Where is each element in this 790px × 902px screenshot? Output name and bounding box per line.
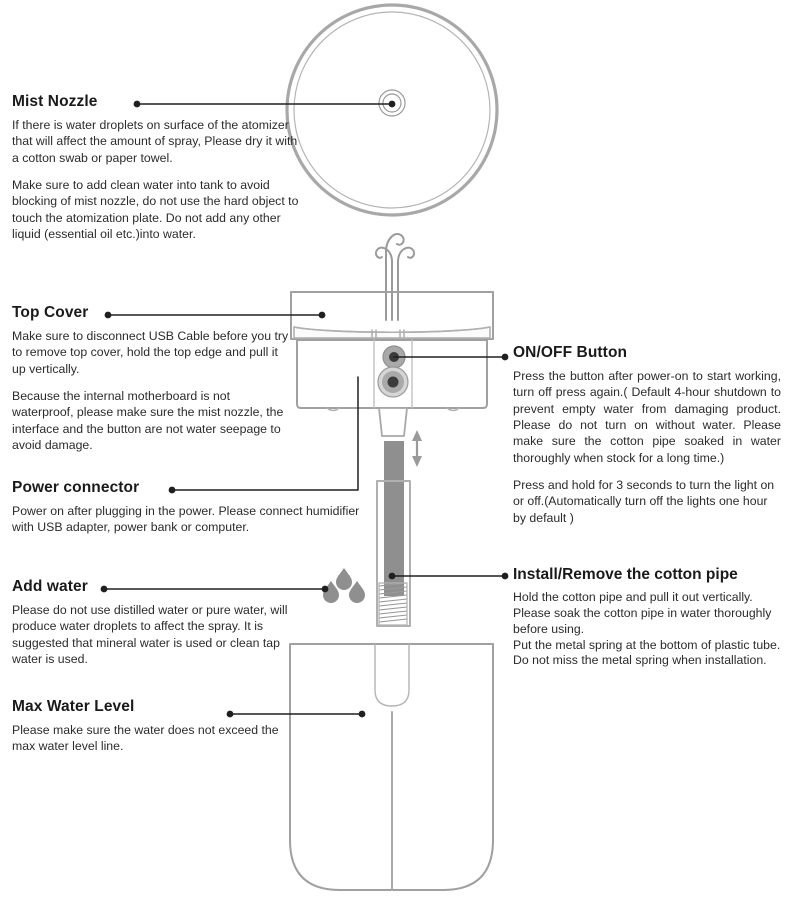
- callout-text-cotton-pipe-2: Please soak the cotton pipe in water thoroughly before using.: [513, 605, 772, 636]
- callout-on-off-button: [513, 344, 781, 526]
- leader-dot-cotton-pipe-end: [502, 573, 509, 580]
- callout-power-connector: [12, 479, 372, 536]
- power-connector-port: [378, 367, 408, 397]
- callout-top-cover: [12, 304, 292, 453]
- usb-plug: [379, 408, 407, 436]
- on-off-button: [383, 346, 405, 368]
- metal-spring-bounds: [379, 583, 407, 625]
- leader-dot-cotton-pipe: [389, 573, 396, 580]
- leader-dot-on-off-button: [502, 354, 509, 361]
- callout-title-top-cover: Top Cover: [12, 304, 89, 321]
- callout-title-max-water-level: Max Water Level: [12, 698, 135, 715]
- leader-dot-top-cover-end: [319, 312, 326, 319]
- callout-text-top-cover-2: Because the internal motherboard is not waterproof, please make sure the mist nozzle, the interface and the button are not water seepage to avoid damage.: [12, 389, 284, 453]
- metal-spring: [379, 583, 407, 622]
- top-cover-lip: [294, 327, 490, 338]
- mist-nozzle-ring-outer: [379, 90, 405, 116]
- callout-max-water-level: [12, 698, 282, 755]
- callout-text-top-cover-1: Make sure to disconnect USB Cable before you try to remove top cover, hold the top edge and pull it up vertically.: [12, 329, 289, 376]
- top-cover-inner-circle: [294, 12, 490, 208]
- main-body: [297, 340, 487, 408]
- callout-text-mist-nozzle-1: If there is water droplets on surface of the atomizer that will affect the amount of spray, Please dry it with a cotton swab or paper towel.: [12, 118, 298, 165]
- on-off-button-ring: [383, 346, 405, 368]
- leader-dot-max-water-level-end: [359, 711, 366, 718]
- callout-text-max-water-level-1: Please make sure the water does not exceed the max water level line.: [12, 723, 279, 754]
- mist-nozzle-ring-inner: [383, 94, 401, 112]
- callout-mist-nozzle: [12, 93, 302, 242]
- callout-title-power-connector: Power connector: [12, 479, 140, 496]
- top-cover-outer-circle: [287, 5, 497, 215]
- water-tank: [290, 644, 493, 890]
- callout-text-on-off-button-2: Press and hold for 3 seconds to turn the light on or off.(Automatically turn off the lights one hour by default ): [513, 478, 775, 525]
- power-connector-ring: [378, 367, 408, 397]
- callout-text-cotton-pipe-3: Put the metal spring at the bottom of plastic tube. Do not miss the metal spring when installation.: [513, 637, 781, 668]
- callout-title-mist-nozzle: Mist Nozzle: [12, 93, 98, 110]
- cotton-pipe: [384, 441, 404, 596]
- callout-text-on-off-button-1: Press the button after power-on to start working, turn off press again.( Default 4-hour shutdown to prevent empty water from damaging product. Please do not turn on without water. Please make sure the cotton pipe soaked in water thoroughly when stock for a long time.): [513, 369, 781, 465]
- water-droplets: [323, 568, 365, 603]
- callout-text-power-connector-1: Power on after plugging in the power. Please connect humidifier with USB adapter, power bank or computer.: [12, 504, 360, 535]
- main-body-base-tabs: [327, 408, 459, 411]
- callout-text-mist-nozzle-2: Make sure to add clean water into tank to avoid blocking of mist nozzle, do not use the hard object to touch the atomization plate. Do not add any other liquid (essential oil etc.)into water.: [12, 178, 299, 242]
- main-body-panel-lines: [374, 340, 412, 408]
- callout-text-add-water-1: Please do not use distilled water or pure water, will produce water droplets to affect the spray. It is suggested that mineral water is used or clean tap water is used.: [12, 603, 288, 667]
- top-cover-body: [291, 292, 493, 339]
- mist-streams: [376, 234, 414, 320]
- insertion-arrow-heads: [412, 430, 422, 467]
- callout-title-on-off-button: ON/OFF Button: [513, 344, 628, 361]
- callout-text-cotton-pipe-1: Hold the cotton pipe and pull it out vertically.: [513, 590, 753, 605]
- leader-dot-mist-nozzle-end: [389, 101, 396, 108]
- leader-dot-add-water-end: [322, 586, 329, 593]
- callout-title-add-water: Add water: [12, 578, 88, 595]
- callout-install-remove-cotton-pipe: [513, 566, 785, 669]
- callout-add-water: [12, 578, 292, 667]
- plastic-tube: [377, 481, 410, 626]
- callout-title-install-remove-cotton-pipe: Install/Remove the cotton pipe: [513, 566, 738, 583]
- water-tank-recess: [375, 644, 409, 706]
